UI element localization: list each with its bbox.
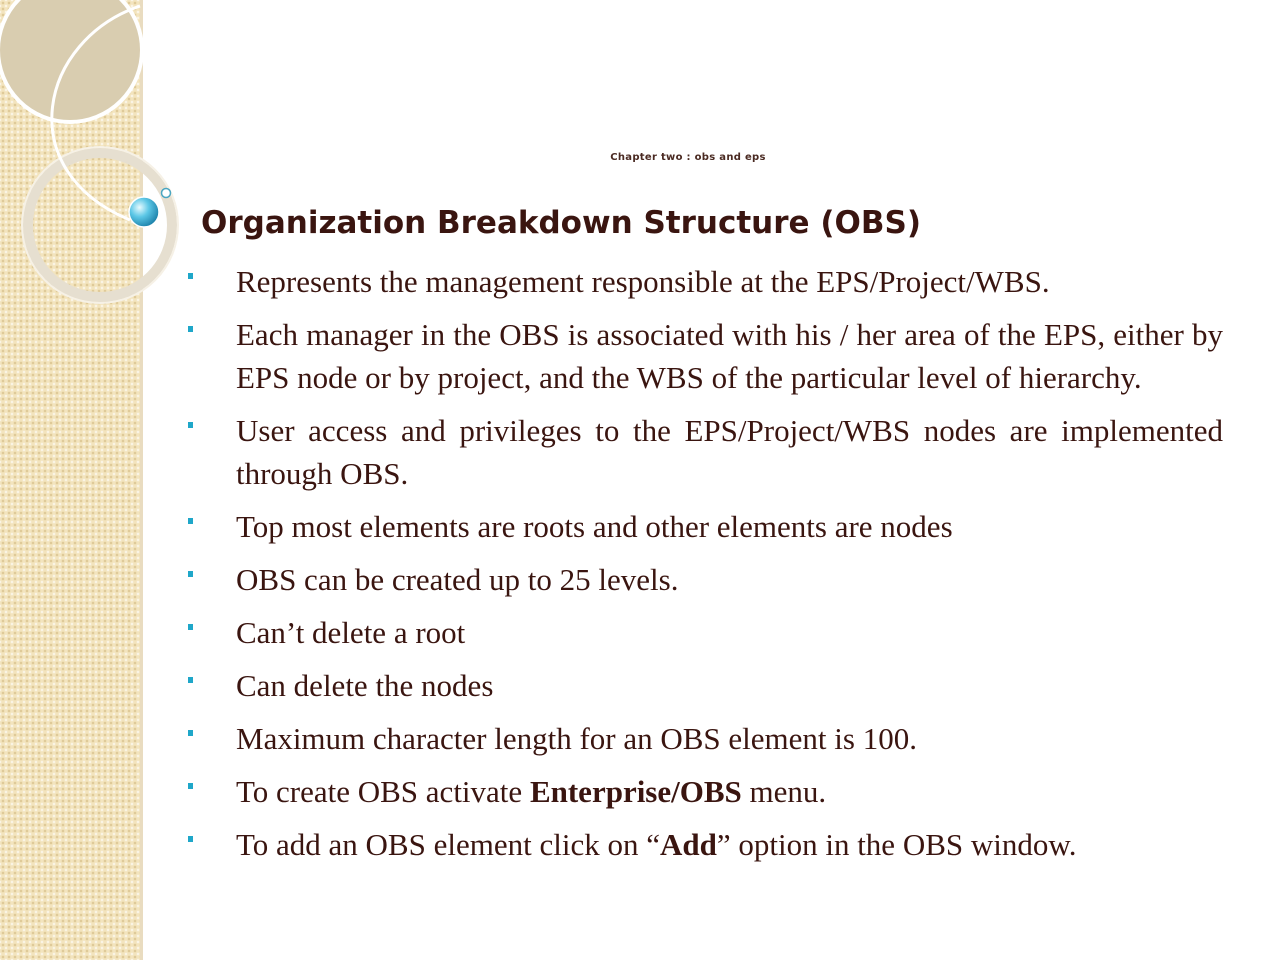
bullet-item	[186, 717, 1223, 760]
bullet-text: OBS can be created up to 25 levels.	[236, 562, 679, 597]
bullet-text-pre: To create OBS activate	[236, 774, 530, 809]
bullet-text-post: menu.	[741, 774, 827, 809]
enterprise-obs-menu-text: Enterprise/OBS	[529, 774, 742, 809]
bullet-marker-icon	[188, 571, 193, 577]
add-option-text: Add	[659, 827, 717, 862]
slide-title: Organization Breakdown Structure (OBS)	[201, 205, 921, 241]
bullet-text-pre: To add an OBS element click on “	[236, 827, 660, 862]
bullet-text: Can delete the nodes	[236, 668, 494, 703]
bullet-item	[186, 558, 1223, 601]
bullet-item	[186, 505, 1223, 548]
bullet-marker-icon	[188, 730, 193, 736]
bullet-marker-icon	[188, 518, 193, 524]
bullet-item	[186, 409, 1223, 495]
bullet-marker-icon	[188, 677, 193, 683]
bullet-text-post: ” option in the OBS window.	[716, 827, 1077, 862]
bullet-marker-icon	[188, 273, 193, 279]
chapter-header: Chapter two : obs and eps	[610, 152, 766, 163]
bullet-marker-icon	[188, 422, 193, 428]
bullet-item	[186, 664, 1223, 707]
top-circle-shape	[0, 0, 142, 122]
small-ring-icon	[162, 189, 171, 198]
middle-ring-outline	[22, 147, 178, 303]
blue-ball-icon	[129, 197, 159, 227]
bullet-text: Represents the management responsible at the EPS/Project/WBS.	[236, 264, 1050, 299]
bullet-item	[186, 823, 1223, 866]
bullet-item	[186, 260, 1223, 303]
bullet-item	[186, 611, 1223, 654]
bullet-text: Can’t delete a root	[236, 615, 466, 650]
bullet-marker-icon	[188, 326, 193, 332]
bullet-marker-icon	[188, 783, 193, 789]
bullet-text: Maximum character length for an OBS element is 100.	[236, 721, 917, 756]
bullet-item	[186, 770, 1223, 813]
bullet-text: Each manager in the OBS is associated with his / her area of the EPS, either by EPS node or by project, and the WBS of the particular level of hierarchy.	[236, 317, 1223, 395]
bullet-marker-icon	[188, 836, 193, 842]
bullet-marker-icon	[188, 624, 193, 630]
bullet-text: User access and privileges to the EPS/Project/WBS nodes are implemented through OBS.	[236, 413, 1223, 491]
bullet-item	[186, 313, 1223, 399]
bullet-list	[186, 260, 1223, 876]
bullet-text: Top most elements are roots and other elements are nodes	[236, 509, 953, 544]
